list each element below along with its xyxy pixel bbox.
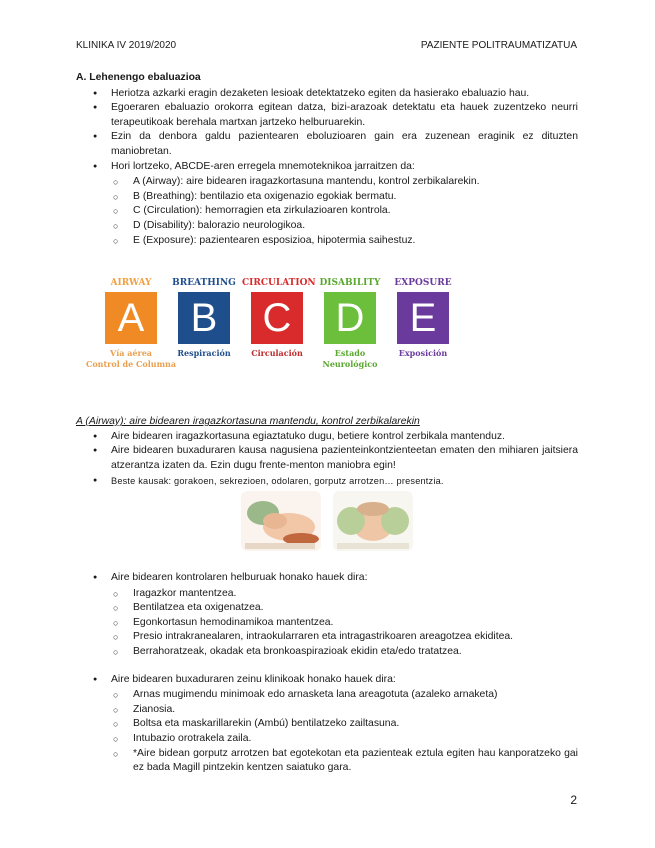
- page-number: 2: [570, 793, 577, 807]
- airway-maneuver-photos: [241, 491, 431, 553]
- abcde-top-label: CIRCULATION: [242, 278, 316, 289]
- header-course: KLINIKA IV 2019/2020: [76, 40, 177, 51]
- sub-list-item: ○ Presio intrakranealaren, intraokularraren eta intragastrikoaren areagotzea ekiditea.: [133, 630, 578, 645]
- list-item: ● Ezin da denbora galdu pazientearen eboluzioaren gain era zuzenean eraginik ez dituzten maniobretan.: [111, 130, 578, 159]
- signs-sublist: [111, 688, 578, 776]
- abcde-list: [111, 175, 578, 248]
- abcde-top-label: EXPOSURE: [394, 278, 452, 289]
- section-a-list: [76, 87, 578, 249]
- abcde-bottom-label: Exposición: [398, 348, 448, 359]
- sub-list-item: ○ C (Circulation): hemorragien eta zirkulazioaren kontrola.: [133, 204, 578, 219]
- sub-list-item: ○ Intubazio orotrakela zaila.: [133, 732, 578, 747]
- abcde-bottom-label: Respiración: [177, 348, 231, 359]
- list-item-text: Aire bidearen buxaduraren zeinu klinikoak honako hauek dira:: [111, 673, 396, 685]
- sub-list-item: ○ Arnas mugimendu minimoak edo arnasketa lana areagotuta (azaleko arnaketa): [133, 688, 578, 703]
- list-item: [111, 160, 578, 249]
- airway-list: [76, 430, 578, 488]
- sub-list-item: ○ Berrahoratzeak, okadak eta bronkoaspirazioak ekidin eta/edo tratatzea.: [133, 645, 578, 660]
- sub-list-item: ○ Egonkortasun hemodinamikoa mantentzea.: [133, 616, 578, 631]
- list-item-text: Aire bidearen kontrolaren helburuak honako hauek dira:: [111, 572, 368, 584]
- abcde-bottom-label-2: Neurológico: [322, 359, 378, 370]
- sub-list-item: ○ Bentilatzea eta oxigenatzea.: [133, 601, 578, 616]
- abcde-letter-box: E: [397, 292, 449, 344]
- sub-list-item: ○ D (Disability): balorazio neurologikoa.: [133, 219, 578, 234]
- sub-list-item: ○ A (Airway): aire bidearen iragazkortasuna mantendu, kontrol zerbikalarekin.: [133, 175, 578, 190]
- sub-list-item: ○ Boltsa eta maskarillarekin (Ambú) bentilatzeko zailtasuna.: [133, 717, 578, 732]
- list-item: ● Egoeraren ebaluazio orokorra egitean datza, bizi-arazoak detektatu eta hauek zuzentzeko neurri terapeutikoak berehala martxan jartzeko helburuarekin.: [111, 101, 578, 130]
- list-item: ● Heriotza azkarki eragin dezaketen lesioak detektatzeko egiten da hasierako ebaluazio hau.: [111, 87, 578, 102]
- page-content: [76, 71, 578, 777]
- abcde-column: [242, 276, 316, 359]
- abcde-bottom-label-2: Control de Columna: [85, 359, 177, 370]
- abcde-diagram: [85, 276, 456, 391]
- page-header: [76, 40, 577, 52]
- sub-list-item: ○ B (Breathing): bentilazio eta oxigenazio egokiak bermatu.: [133, 190, 578, 205]
- abcde-letter-box: A: [105, 292, 157, 344]
- sub-list-item: ○ *Aire bidean gorputz arrotzen bat egotekotan eta pazienteak eztula egiten hau kanporatzeko gai ez bada Magill pintzekin kentzen saiatuko gara.: [133, 747, 578, 776]
- abcde-letter-box: C: [251, 292, 303, 344]
- sub-list-item: ○ Iragazkor mantentzea.: [133, 587, 578, 602]
- list-item: ● Aire bidearen buxaduraren kausa nagusiena pazienteinkontzienteetan ematen den mihiaren jaitsiera atzerantza izaten da. Ezin dugu frente-menton maniobra egin!: [111, 444, 578, 473]
- sub-list-item: ○ Zianosia.: [133, 703, 578, 718]
- jaw-thrust-photo-2: [333, 491, 413, 551]
- abcde-column: [169, 276, 239, 359]
- airway-title: A (Airway): aire bidearen iragazkortasuna mantendu, kontrol zerbikalarekin: [76, 416, 420, 428]
- abcde-bottom-label: Circulación: [251, 348, 303, 359]
- abcde-top-label: DISABILITY: [319, 278, 381, 289]
- jaw-thrust-photo-1: [241, 491, 321, 551]
- abcde-letter-box: D: [324, 292, 376, 344]
- abcde-top-label: BREATHING: [172, 278, 236, 289]
- abcde-column: [315, 276, 385, 370]
- list-item: ● Beste kausak: gorakoen, sekrezioen, odolaren, gorputz arrotzen… presentzia.: [111, 474, 578, 489]
- header-topic: PAZIENTE POLITRAUMATIZATUA: [420, 40, 577, 51]
- airway-goals-list: [76, 571, 578, 660]
- section-title: A. Lehenengo ebaluazioa: [76, 72, 201, 83]
- airway-signs-list: [76, 673, 578, 776]
- abcde-bottom-label: Estado: [334, 348, 366, 359]
- abcde-column: [85, 276, 177, 370]
- list-item: [111, 673, 578, 776]
- abcde-top-label: AIRWAY: [110, 278, 152, 289]
- list-item: ● Aire bidearen iragazkortasuna egiaztatuko dugu, betiere kontrol zerbikala mantenduz.: [111, 430, 578, 445]
- list-item: [111, 571, 578, 660]
- abcde-column: [388, 276, 458, 359]
- list-item-text: Hori lortzeko, ABCDE-aren erregela mnemoteknikoa jarraitzen da:: [111, 160, 415, 172]
- sub-list-item: ○ E (Exposure): pazientearen esposizioa, hipotermia saihestuz.: [133, 234, 578, 249]
- abcde-letter-box: B: [178, 292, 230, 344]
- goals-sublist: [111, 587, 578, 660]
- abcde-bottom-label: Vía aérea: [110, 348, 152, 359]
